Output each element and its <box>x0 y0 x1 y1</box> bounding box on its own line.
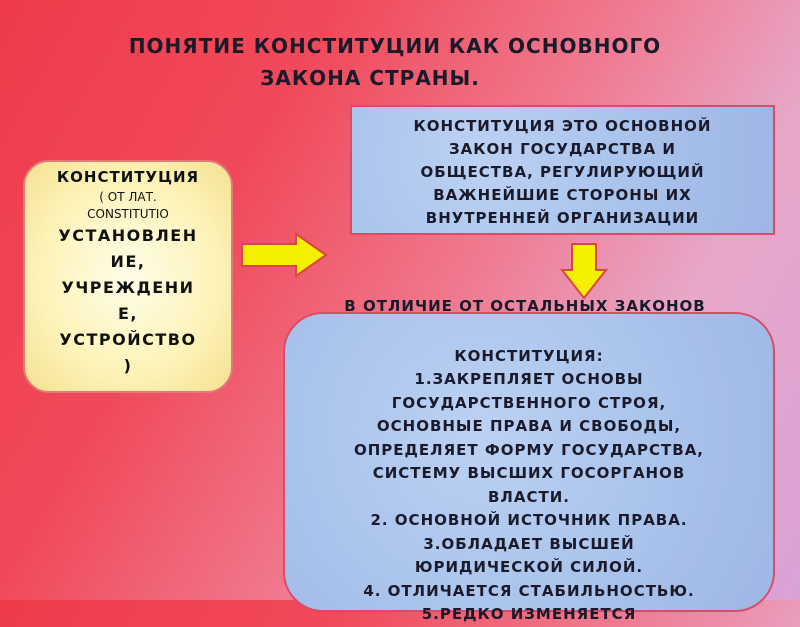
etymology-line: Е, <box>117 304 138 323</box>
feature-line: ОПРЕДЕЛЯЕТ ФОРМУ ГОСУДАРСТВА, <box>353 440 705 459</box>
etymology-heading: КОНСТИТУЦИЯ <box>56 168 200 186</box>
feature-line: ВЛАСТИ. <box>488 487 570 506</box>
arrow-down-icon <box>560 242 608 300</box>
definition-line: ЗАКОН ГОСУДАРСТВА И <box>449 140 676 158</box>
arrow-right-icon <box>240 232 330 278</box>
feature-line: ГОСУДАРСТВЕННОГО СТРОЯ, <box>391 393 667 412</box>
etymology-line: ИЕ, <box>110 252 146 271</box>
feature-line: 3.ОБЛАДАЕТ ВЫСШЕЙ <box>423 534 635 553</box>
etymology-box <box>23 160 233 393</box>
definition-box <box>350 105 775 235</box>
definition-line: ВАЖНЕЙШИЕ СТОРОНЫ ИХ <box>433 186 692 204</box>
features-header: В ОТЛИЧИЕ ОТ ОСТАЛЬНЫХ ЗАКОНОВ <box>344 297 706 315</box>
slide-title <box>0 30 800 94</box>
definition-line: КОНСТИТУЦИЯ ЭТО ОСНОВНОЙ <box>413 117 712 135</box>
feature-line: КОНСТИТУЦИЯ: <box>454 346 604 365</box>
etymology-line: УСТРОЙСТВО <box>59 330 197 349</box>
definition-line: ВНУТРЕННЕЙ ОРГАНИЗАЦИИ <box>425 209 700 227</box>
feature-line: СИСТЕМУ ВЫСШИХ ГОСОРГАНОВ <box>372 464 686 482</box>
title-line-1: ПОНЯТИЕ КОНСТИТУЦИИ КАК ОСНОВНОГО <box>128 34 662 58</box>
definition-line: ОБЩЕСТВА, РЕГУЛИРУЮЩИЙ <box>420 163 705 181</box>
feature-line: 4. ОТЛИЧАЕТСЯ СТАБИЛЬНОСТЬЮ. <box>363 581 695 600</box>
features-text <box>283 321 775 627</box>
title-line-2: ЗАКОНА СТРАНЫ. <box>260 66 480 90</box>
etymology-line: УЧРЕЖДЕНИ <box>61 278 195 297</box>
feature-line: 2. ОСНОВНОЙ ИСТОЧНИК ПРАВА. <box>370 511 688 529</box>
etymology-line: ) <box>123 356 133 375</box>
etymology-sub-2: CONSTITUTIO <box>87 207 169 221</box>
feature-line: ОСНОВНЫЕ ПРАВА И СВОБОДЫ, <box>376 417 682 435</box>
etymology-line: УСТАНОВЛЕН <box>58 226 198 245</box>
feature-line: 5.РЕДКО ИЗМЕНЯЕТСЯ <box>421 605 637 623</box>
feature-line: ЮРИДИЧЕСКОЙ СИЛОЙ. <box>414 558 644 576</box>
etymology-sub-1: ( ОТ ЛАТ. <box>99 190 157 204</box>
feature-line: 1.ЗАКРЕПЛЯЕТ ОСНОВЫ <box>414 370 644 388</box>
